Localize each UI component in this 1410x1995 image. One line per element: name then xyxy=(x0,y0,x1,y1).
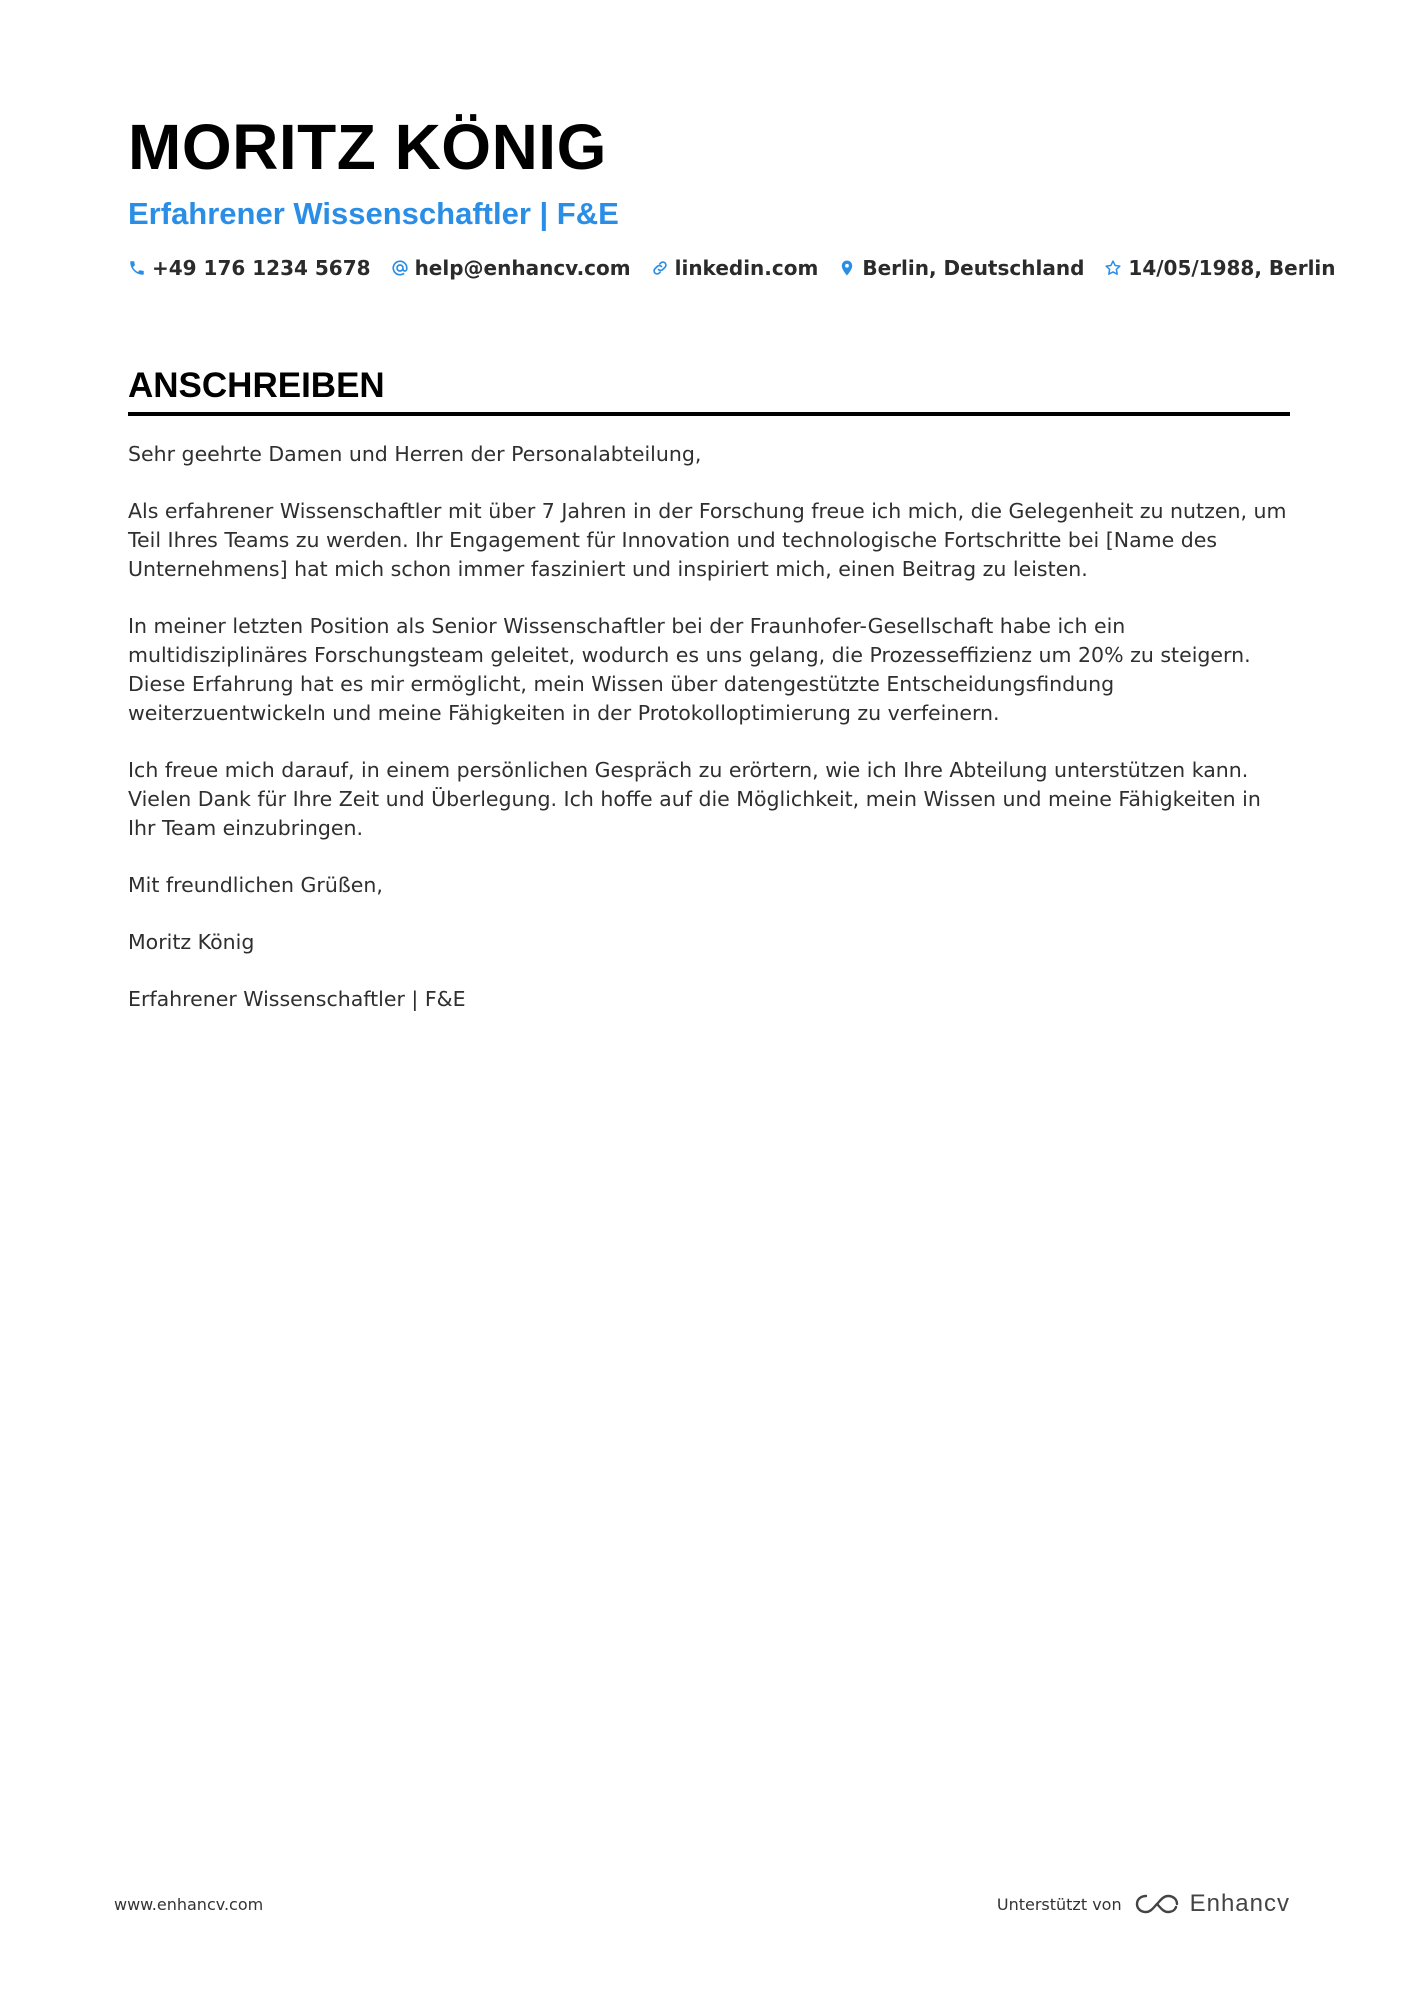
contact-email-text: help@enhancv.com xyxy=(414,256,631,280)
letter-paragraph-intro: Als erfahrener Wissenschaftler mit über 7 Jahren in der Forschung freue ich mich, die Gelegenheit zu nutzen, um Teil Ihres Teams zu werden. Ihr Engagement für Innovation und technologische Fortschritte bei [Name des Unternehmens] hat mich schon immer fasziniert und inspiriert mich, einen Beitrag zu leisten. xyxy=(128,499,1287,581)
contact-phone[interactable] xyxy=(128,256,371,280)
contact-birth-text: 14/05/1988, Berlin xyxy=(1128,256,1336,280)
star-icon xyxy=(1104,259,1122,277)
letter-body xyxy=(128,440,1290,1014)
location-pin-icon xyxy=(838,259,856,277)
signature-title: Erfahrener Wissenschaftler | F&E xyxy=(128,987,466,1011)
at-icon xyxy=(391,259,409,277)
contact-linkedin[interactable] xyxy=(651,256,819,280)
letter-paragraph-closing: Ich freue mich darauf, in einem persönlichen Gespräch zu erörtern, wie ich Ihre Abteilung unterstützen kann. Vielen Dank für Ihre Zeit und Überlegung. Ich hoffe auf die Möglichkeit, mein Wissen und meine Fähigkeiten in Ihr Team einzubringen. xyxy=(128,758,1261,840)
phone-icon xyxy=(128,259,146,277)
footer-branding xyxy=(997,1890,1290,1918)
brand-name: Enhancv xyxy=(1189,1890,1290,1917)
contact-linkedin-text: linkedin.com xyxy=(674,256,819,280)
signature-name: Moritz König xyxy=(128,930,255,954)
contact-location-text: Berlin, Deutschland xyxy=(862,256,1085,280)
section-title: ANSCHREIBEN xyxy=(128,366,385,405)
section-divider xyxy=(128,412,1290,416)
contact-birth xyxy=(1104,256,1335,280)
enhancv-logo[interactable] xyxy=(1134,1890,1290,1918)
resume-header xyxy=(128,108,1336,280)
sign-off: Mit freundlichen Grüßen, xyxy=(128,873,383,897)
candidate-name: MORITZ KÖNIG xyxy=(128,111,607,183)
contact-phone-text: +49 176 1234 5678 xyxy=(152,256,371,280)
contact-email[interactable] xyxy=(391,256,631,280)
enhancv-logo-icon xyxy=(1134,1892,1180,1916)
footer-website[interactable]: www.enhancv.com xyxy=(114,1895,264,1914)
link-icon xyxy=(651,259,669,277)
cover-letter-section xyxy=(128,364,1290,1042)
contact-location xyxy=(838,256,1084,280)
letter-paragraph-experience: In meiner letzten Position als Senior Wissenschaftler bei der Fraunhofer-Gesellschaft habe ich ein multidisziplinäres Forschungsteam geleitet, wodurch es uns gelang, die Prozesseffizienz um 20% zu steigern. Diese Erfahrung hat es mir ermöglicht, mein Wissen über datengestützte Entscheidungsfindung weiterzuentwickeln und meine Fähigkeiten in der Protokolloptimierung zu verfeinern. xyxy=(128,614,1251,725)
contact-bar xyxy=(128,256,1336,280)
candidate-title: Erfahrener Wissenschaftler | F&E xyxy=(128,196,619,231)
powered-by-label: Unterstützt von xyxy=(996,1894,1122,1914)
salutation: Sehr geehrte Damen und Herren der Personalabteilung, xyxy=(128,442,702,466)
